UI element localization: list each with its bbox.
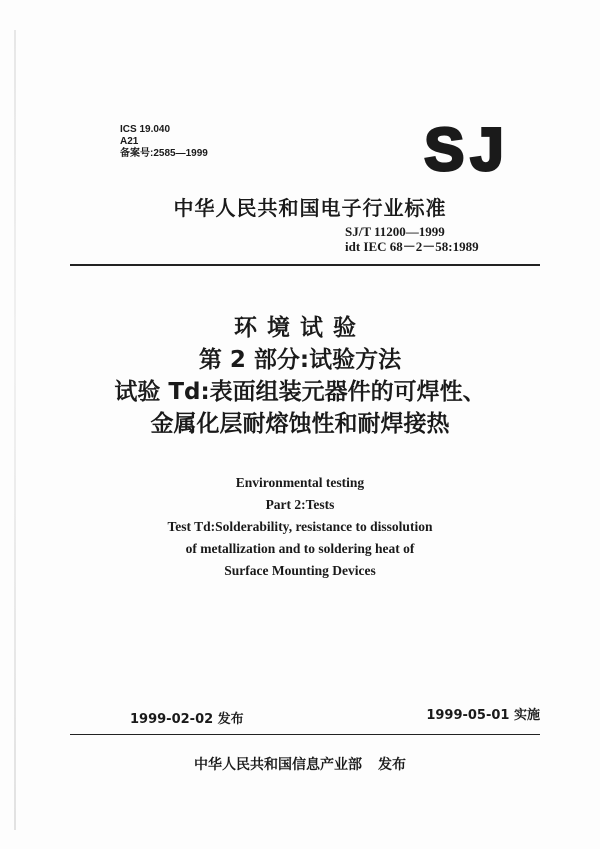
classification-codes	[120, 124, 208, 160]
en-title-line-5: Surface Mounting Devices	[224, 563, 376, 578]
issue-date: 1999-02-02 发布	[130, 712, 244, 727]
cn-title-line-3: 试验 Td:表面组装元器件的可焊性、	[114, 379, 486, 405]
english-title	[80, 472, 520, 582]
standard-number: SJ/T 11200—1999	[345, 224, 445, 239]
effective-date: 1999-05-01 实施	[426, 708, 540, 723]
en-title-line-1: Environmental testing	[235, 475, 365, 490]
cn-title-line-1: 环境试验	[234, 315, 366, 341]
ics-code: ICS 19.040	[120, 124, 171, 135]
top-divider	[70, 264, 540, 266]
sj-logo	[412, 120, 522, 178]
ccs-code: A21	[120, 136, 139, 147]
equivalent-standard: idt IEC 68－2－58:1989	[345, 239, 479, 254]
filing-number: 备案号:2585—1999	[120, 148, 208, 159]
standard-type-title: 中华人民共和国电子行业标准	[173, 196, 447, 220]
scan-edge-shadow	[14, 30, 16, 830]
standard-codes	[345, 224, 479, 254]
chinese-title	[60, 312, 540, 440]
en-title-line-4: of metallization and to soldering heat of	[185, 541, 415, 556]
issuer-name: 中华人民共和国信息产业部	[194, 757, 362, 773]
bottom-divider	[70, 734, 540, 735]
cn-title-line-4: 金属化层耐熔蚀性和耐焊接热	[150, 411, 450, 437]
sj-logo-graphic	[412, 120, 522, 178]
issuer-action: 发布	[378, 757, 406, 773]
sj-logo-text: SJ	[424, 120, 510, 178]
en-title-line-3: Test Td:Solderability, resistance to dissolution	[167, 519, 433, 534]
issuing-authority	[100, 754, 500, 774]
cn-title-line-2: 第 2 部分:试验方法	[198, 347, 402, 373]
en-title-line-2: Part 2:Tests	[265, 497, 335, 512]
